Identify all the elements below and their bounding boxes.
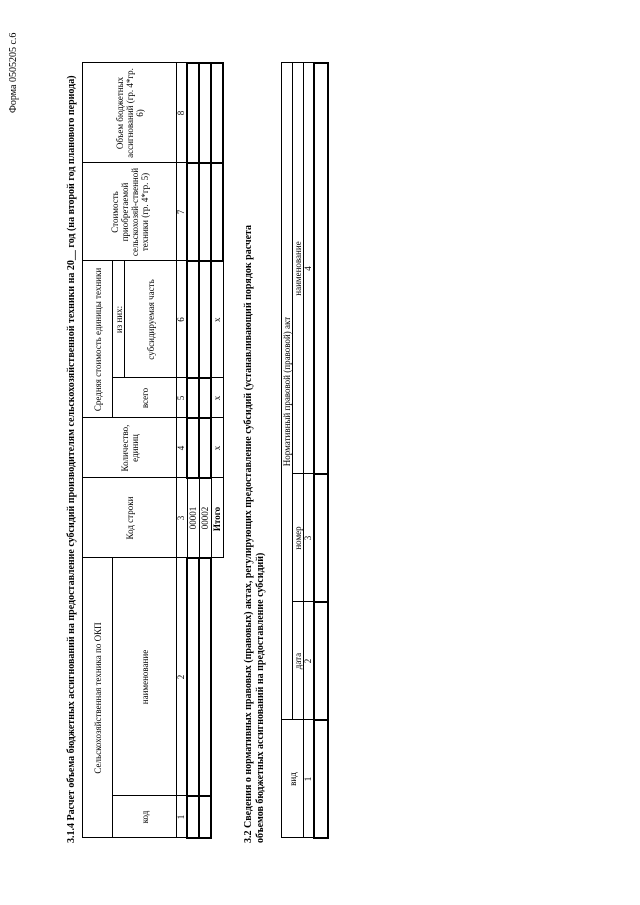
cell-budget-volume[interactable] xyxy=(187,63,199,163)
x-mark: x xyxy=(211,261,223,378)
total-label: Итого xyxy=(211,478,223,558)
cell-total[interactable] xyxy=(199,378,211,418)
cell-act-date[interactable] xyxy=(314,602,328,720)
cell-acquired-cost[interactable] xyxy=(199,163,211,261)
legal-acts-table xyxy=(281,62,329,839)
section-311-title: 3.1.4 Расчет объема бюджетных ассигнований на предоставление субсидий производителям сельскохозяйственной техники на 20__ год (на второй год планового периода) xyxy=(66,75,77,843)
header-act: Нормативный правовой (правовой) акт xyxy=(282,63,293,720)
total-row xyxy=(211,63,223,838)
cell-total[interactable] xyxy=(187,378,199,418)
col-num: 8 xyxy=(177,63,188,163)
header-equipment-group: Сельскохозяйственная техника по ОКП xyxy=(83,558,113,838)
cell-act-number[interactable] xyxy=(314,474,328,602)
header-avg-cost: Средняя стоимость единицы техники xyxy=(83,261,113,418)
section-32-title: 3.2 Сведения о нормативных правовых (правовых) актах, регулирующих предоставление субсидий (устанавливающий порядок расчета объемов бюджетных ассигнований на предоставление субсидий) xyxy=(243,224,266,843)
header-subsidized: субсидируемая часть xyxy=(125,261,177,378)
header-total: всего xyxy=(113,378,177,418)
col-num: 2 xyxy=(177,558,188,796)
x-mark: x xyxy=(211,418,223,478)
cell-code[interactable] xyxy=(187,796,199,838)
cell-name[interactable] xyxy=(199,558,211,796)
form-code: Форма 0505205 с.6 xyxy=(8,32,19,113)
col-num: 7 xyxy=(177,163,188,261)
total-budget-volume[interactable] xyxy=(211,63,223,163)
col-num: 4 xyxy=(177,418,188,478)
total-acquired-cost[interactable] xyxy=(211,163,223,261)
cell-name[interactable] xyxy=(187,558,199,796)
cell-acquired-cost[interactable] xyxy=(187,163,199,261)
header-name: наименование xyxy=(113,558,177,796)
col-num: 4 xyxy=(304,63,315,474)
header-code: код xyxy=(113,796,177,838)
header-type: вид xyxy=(282,720,304,838)
cell-subsidized[interactable] xyxy=(199,261,211,378)
col-num: 3 xyxy=(177,478,188,558)
cell-act-name[interactable] xyxy=(314,63,328,474)
cell-code[interactable] xyxy=(199,796,211,838)
subsidy-calc-table xyxy=(82,62,224,839)
col-num: 1 xyxy=(177,796,188,838)
header-date: дата xyxy=(293,602,304,720)
cell-quantity[interactable] xyxy=(187,418,199,478)
cell-budget-volume[interactable] xyxy=(199,63,211,163)
col-num: 1 xyxy=(304,720,315,838)
header-row-code: Код строки xyxy=(83,478,177,558)
header-quantity: Количество, единиц xyxy=(83,418,177,478)
x-mark: x xyxy=(211,378,223,418)
col-num: 3 xyxy=(304,474,315,602)
table-row xyxy=(199,63,211,838)
table-row xyxy=(187,63,199,838)
cell-act-type[interactable] xyxy=(314,720,328,838)
cell-quantity[interactable] xyxy=(199,418,211,478)
header-act-name: наименование xyxy=(293,63,304,474)
header-acquired-cost: Стоимость приобретаемой сельскохозяй-ственной техники (гр. 4*гр. 5) xyxy=(83,163,177,261)
header-of-which: из них: xyxy=(113,261,125,378)
row-code: 00001 xyxy=(187,478,199,558)
col-num: 5 xyxy=(177,378,188,418)
header-number: номер xyxy=(293,474,304,602)
table-row xyxy=(314,63,328,838)
cell-subsidized[interactable] xyxy=(187,261,199,378)
header-budget-volume: Объем бюджетных ассигнований (гр. 4*гр. 6) xyxy=(83,63,177,163)
row-code: 00002 xyxy=(199,478,211,558)
col-num: 6 xyxy=(177,261,188,378)
col-num: 2 xyxy=(304,602,315,720)
